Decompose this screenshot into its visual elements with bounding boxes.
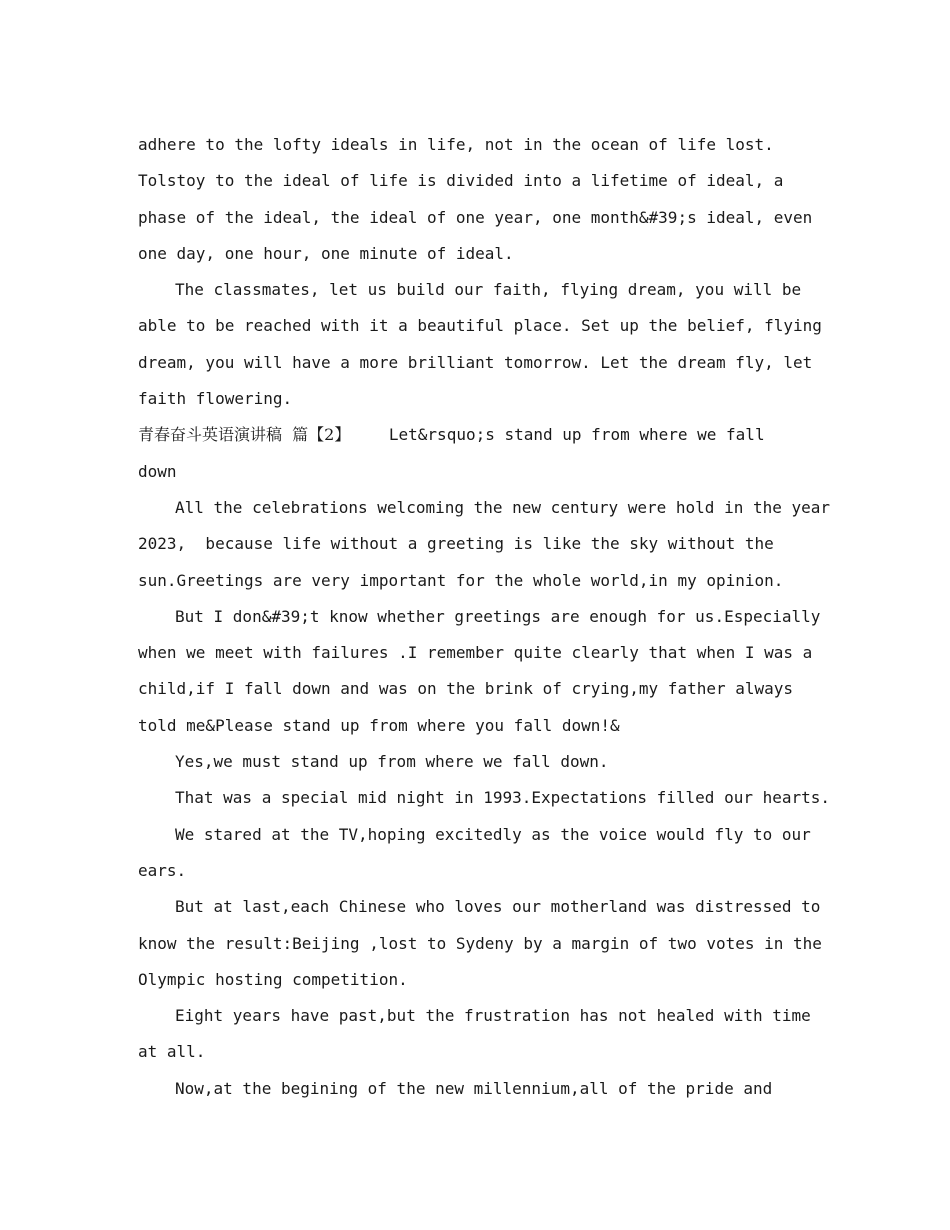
text-line: sun.Greetings are very important for the whole world,in my opinion. [138,570,784,590]
text-line: But at last,each Chinese who loves our motherland was distressed to [175,897,821,917]
paragraph-mid-night [138,780,831,816]
text-line: The classmates, let us build our faith, flying dream, you will be [175,280,802,300]
text-line: dream, you will have a more brilliant tomorrow. Let the dream fly, let [138,352,813,372]
text-line: phase of the ideal, the ideal of one year, one month&#39;s ideal, even [138,207,813,227]
text-line: one day, one hour, one minute of ideal. [138,243,514,263]
heading-chinese-title: 青春奋斗英语演讲稿 篇【2】 [138,425,351,445]
paragraph-eight-years [138,998,818,1071]
heading-english-title: Let&rsquo;s stand up from where we fall [350,425,765,445]
text-line: at all. [138,1042,206,1062]
text-line: faith flowering. [138,389,293,409]
text-line: able to be reached with it a beautiful place. Set up the belief, flying [138,316,822,336]
text-line: That was a special mid night in 1993.Expectations filled our hearts. [175,788,831,808]
text-line: child,if I fall down and was on the brink of crying,my father always [138,679,794,699]
paragraph-millennium [138,1071,818,1107]
text-line: know the result:Beijing ,lost to Sydeny by a margin of two votes in the [138,933,822,953]
paragraph-result [138,889,822,998]
document-body [138,127,831,1107]
paragraph-celebrations [138,490,831,599]
section-heading [138,417,818,490]
heading-line-continued: down [138,461,177,481]
text-line: Eight years have past,but the frustration has not healed with time [175,1006,811,1026]
text-line: Yes,we must stand up from where we fall down. [175,752,609,772]
text-line: ears. [138,860,187,880]
text-line: adhere to the lofty ideals in life, not in the ocean of life lost. [138,135,774,154]
text-line: But I don&#39;t know whether greetings are enough for us.Especially [175,606,821,626]
text-line: Tolstoy to the ideal of life is divided into a lifetime of ideal, a [138,171,784,191]
paragraph-stand-up [138,744,818,780]
paragraph-tv [138,817,818,890]
text-line: Now,at the begining of the new millennium,all of the pride and [175,1078,773,1098]
text-line: 2023, because life without a greeting is like the sky without the [138,534,774,554]
text-line: when we meet with failures .I remember quite clearly that when I was a [138,643,813,663]
heading-line [138,417,818,453]
paragraph-classmates [138,272,822,417]
text-line: Olympic hosting competition. [138,969,408,989]
text-line: We stared at the TV,hoping excitedly as the voice would fly to our [175,824,811,844]
paragraph-ideals [138,127,818,272]
paragraph-greetings [138,599,821,744]
text-line: told me&Please stand up from where you fall down!& [138,715,620,735]
text-line: All the celebrations welcoming the new century were hold in the year [175,497,831,517]
